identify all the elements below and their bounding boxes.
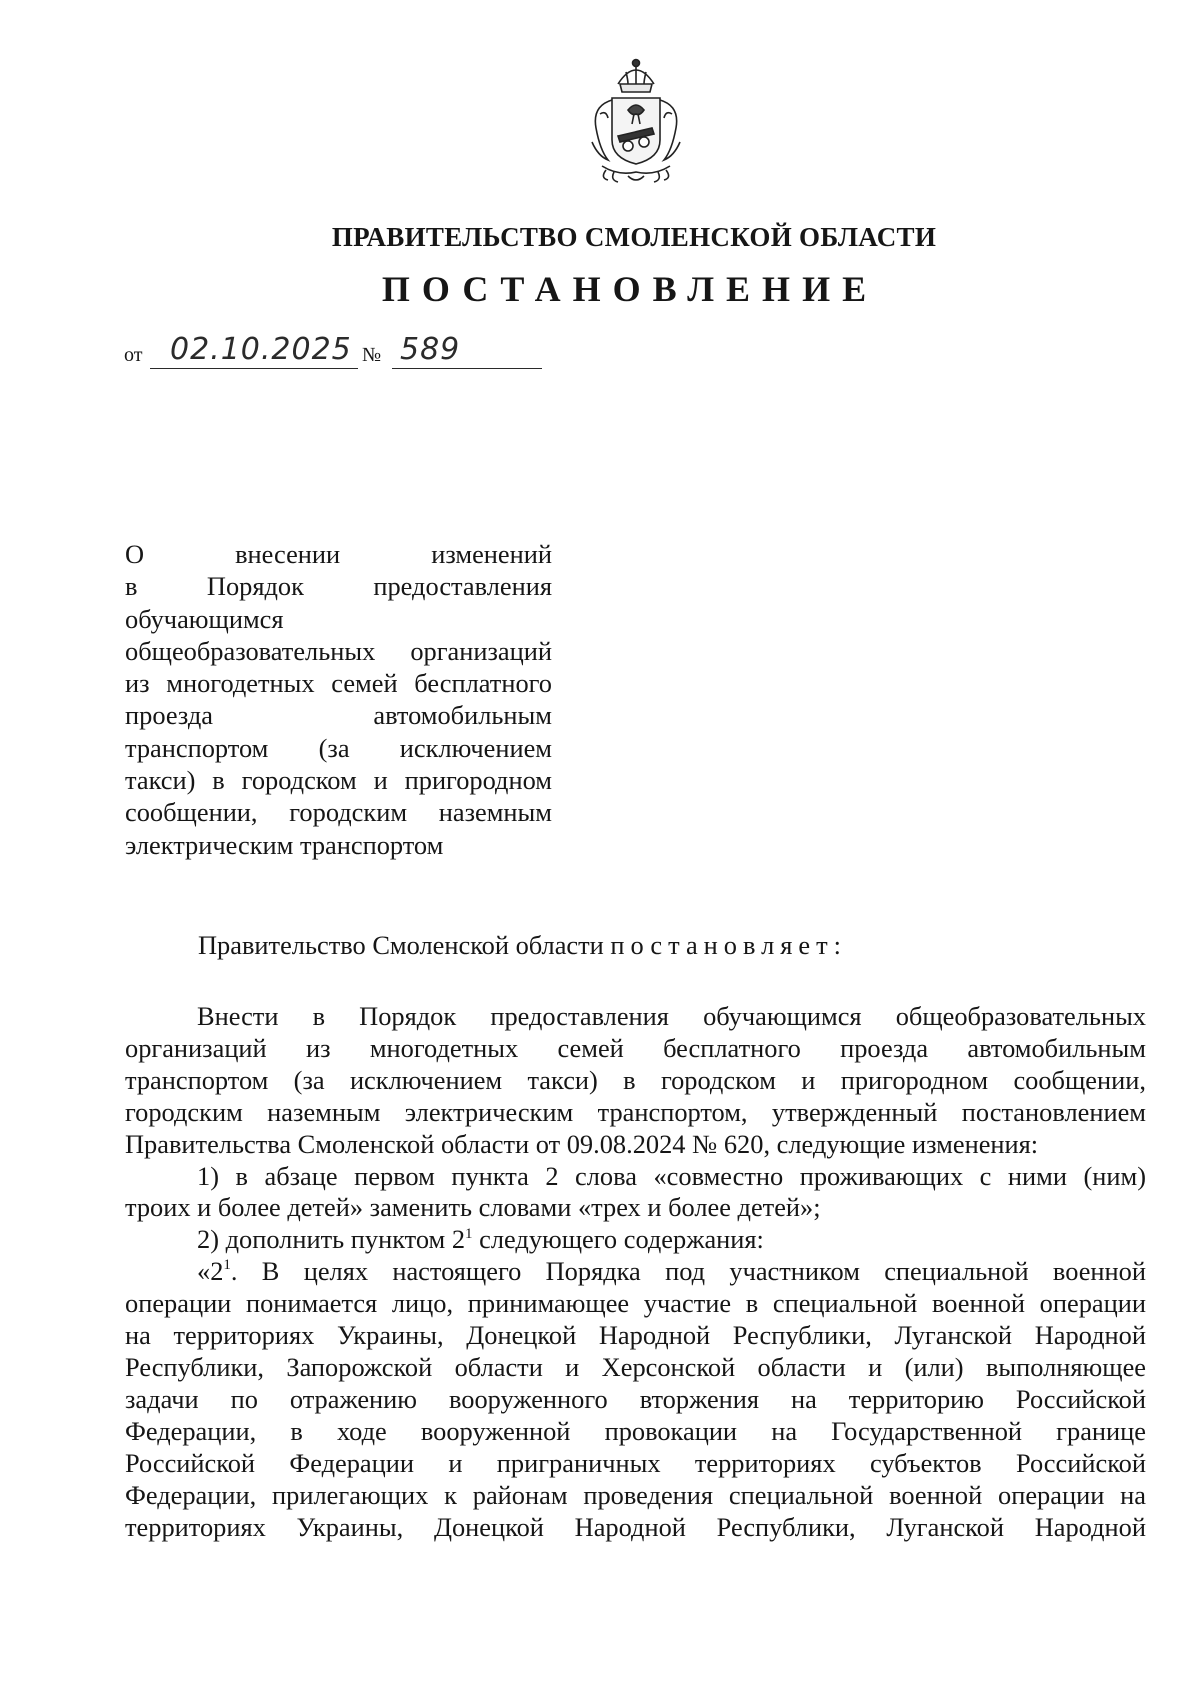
government-name: ПРАВИТЕЛЬСТВО СМОЛЕНСКОЙ ОБЛАСТИ [331, 222, 937, 252]
subject-line: из многодетных семей бесплатного [125, 668, 552, 699]
item-2-superscript: 1 [465, 1225, 473, 1242]
item-1-line: 1) в абзаце первом пункта 2 слова «совместно проживающих с ними (ним) [197, 1160, 1146, 1191]
subject-line: общеобразовательных организаций [125, 635, 552, 666]
body-line: городским наземным электрическим транспортом, утвержденный постановлением [125, 1096, 1146, 1127]
subject-line: проезда автомобильным [125, 700, 552, 731]
quote-text: . В целях настоящего Порядка под участником специальной военной [230, 1256, 1146, 1287]
coat-of-arms-emblem [578, 54, 694, 186]
subject-line: обучающимся [125, 603, 284, 634]
item-2-text: 2) дополнить пунктом 2 [197, 1224, 466, 1255]
subject-line: электрическим транспортом [125, 829, 444, 860]
decree-body [125, 1001, 1146, 1543]
document-type-title: ПОСТАНОВЛЕНИЕ [381, 269, 879, 309]
body-line: организаций из многодетных семей бесплатного проезда автомобильным [125, 1032, 1146, 1063]
body-line: транспортом (за исключением такси) в городском и пригородном сообщении, [125, 1064, 1146, 1095]
item-2-text-end: следующего содержания: [472, 1224, 764, 1255]
decree-statement [198, 930, 847, 961]
subject-line: О внесении изменений [125, 539, 552, 569]
handwritten-number: 589 [400, 332, 461, 367]
quote-open: «2 [197, 1256, 224, 1287]
number-prefix-label: № [362, 344, 382, 366]
date-underline [150, 368, 358, 369]
item-1-line: троих и более детей» заменить словами «трех и более детей»; [125, 1192, 821, 1223]
quote-line: на территориях Украины, Донецкой Народной Республики, Луганской Народной [125, 1320, 1146, 1351]
decree-verb: постановляет: [610, 930, 847, 960]
subject-line: такси) в городском и пригородном [125, 765, 552, 796]
subject-line: транспортом (за исключением [125, 732, 552, 763]
handwritten-date: 02.10.2025 [170, 332, 352, 367]
subject-line: сообщении, городским наземным [125, 797, 552, 828]
date-prefix-label: от [124, 344, 143, 366]
number-underline [392, 368, 542, 369]
body-line: Правительства Смоленской области от 09.08.2024 № 620, следующие изменения: [125, 1128, 1039, 1159]
decree-prefix: Правительство Смоленской области [198, 930, 611, 960]
quote-line: территориях Украины, Донецкой Народной Республики, Луганской Народной [125, 1511, 1146, 1542]
quote-line: Российской Федерации и приграничных территориях субъектов Российской [125, 1447, 1146, 1478]
subject-line: в Порядок предоставления [125, 571, 552, 602]
quote-line: Федерации, прилегающих к районам проведения специальной военной операции на [125, 1479, 1146, 1510]
quote-line: Федерации, в ходе вооруженной провокации на Государственной границе [125, 1415, 1146, 1446]
document-subject [125, 538, 552, 861]
quote-line: Республики, Запорожской области и Херсонской области и (или) выполняющее [125, 1351, 1146, 1382]
item-2-line [125, 1224, 1146, 1256]
quote-line: задачи по отражению вооруженного вторжения на территорию Российской [125, 1383, 1146, 1414]
quote-first-line [125, 1256, 1146, 1288]
quote-line: операции понимается лицо, принимающее участие в специальной военной операции [125, 1288, 1146, 1319]
body-line: Внести в Порядок предоставления обучающимся общеобразовательных [197, 1001, 1146, 1031]
quote-superscript: 1 [223, 1257, 231, 1274]
